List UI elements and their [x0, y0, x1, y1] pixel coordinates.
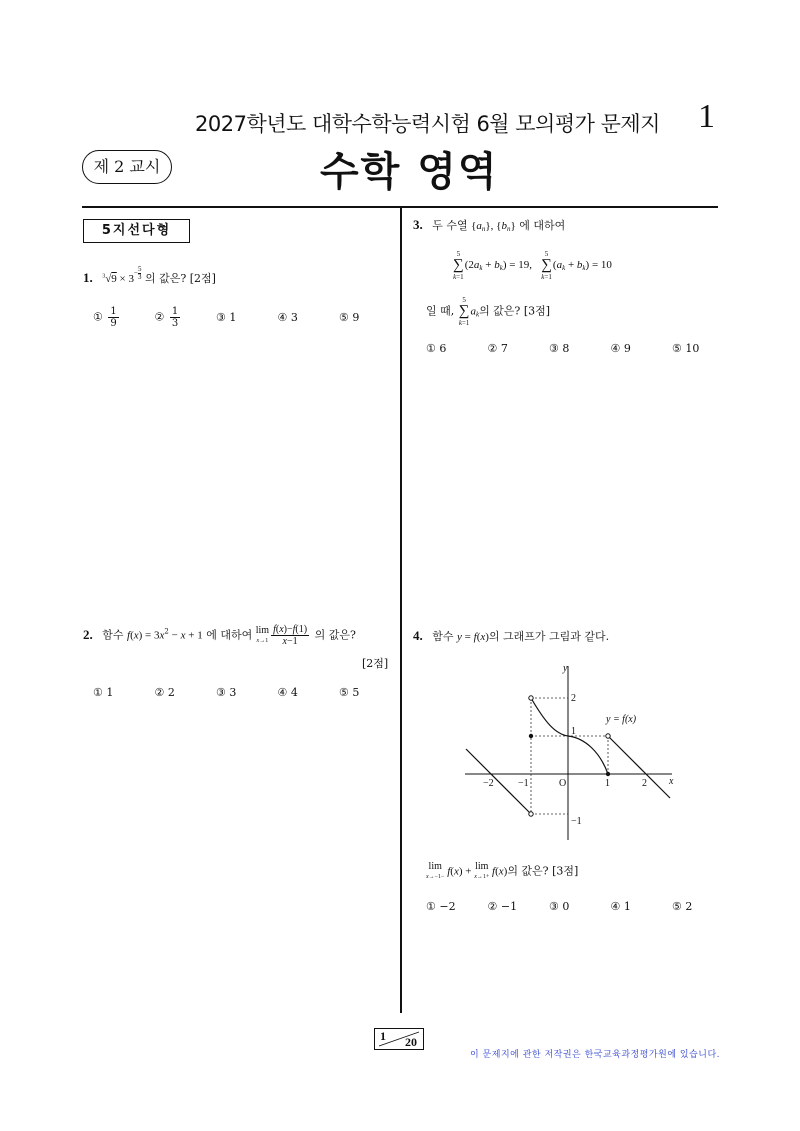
page-total: 20: [405, 1035, 417, 1049]
subject-title: 수학 영역: [320, 149, 499, 195]
choice-2[interactable]: ② −1: [487, 900, 518, 913]
column-divider: [400, 208, 402, 1013]
page-indicator: [374, 1028, 424, 1050]
q3-choices: [426, 342, 730, 355]
filled-point: [606, 772, 610, 776]
choice-5[interactable]: ⑤ 10: [672, 342, 700, 355]
choice-1[interactable]: ① 6: [426, 342, 447, 355]
tick-y: −1: [571, 816, 582, 827]
copyright-notice: 이 문제지에 관한 저작권은 한국교육과정평가원에 있습니다.: [470, 1050, 721, 1060]
page-current: 1: [380, 1029, 386, 1043]
question-2: 2. 함수 $f(x) = 3x^2 - x + 1$ 에 대하여 lim x→1 $\frac{f(x)-f(1)}{x-1}$ 의 값은?: [83, 624, 356, 647]
choice-2[interactable]: ② 7: [487, 342, 508, 355]
section-label: 5지선다형: [83, 219, 190, 243]
choice-2[interactable]: ② $\frac{1}{3}$: [154, 306, 179, 329]
choice-1[interactable]: ① −2: [426, 900, 456, 913]
question-4: 4. 함수 y = f(x)의 그래프가 그림과 같다.: [413, 628, 610, 643]
q1-expression: $^3√9 \times 3^{- \frac{5}{3}}$: [102, 265, 142, 285]
q4-choices: [426, 900, 730, 913]
choice-4[interactable]: ④ 1: [610, 900, 631, 913]
q3-prompt: 일 때, 5 ∑ $k=1a_k$의 값은? [3점]: [426, 296, 551, 327]
curve-label: y = f(x): [606, 714, 637, 725]
q2-points: [2점]: [362, 657, 389, 670]
q1-prompt: 의 값은? [2점]: [144, 272, 216, 285]
tick-x: 1: [605, 778, 610, 789]
q4-prompt: lim x→−1− f(x) + lim x→1+ f(x)의 값은? [3점]: [426, 861, 579, 880]
open-point: [529, 812, 533, 816]
question-3: 3. 두 수열 $\{a_n\}$, $\{b_n\}$ 에 대하여: [413, 217, 566, 233]
tick-x: −1: [518, 778, 529, 789]
q1-choices: [93, 306, 397, 329]
filled-point: [529, 734, 533, 738]
period-badge: 제 2 교시: [82, 150, 172, 184]
choice-4[interactable]: ④ 9: [610, 342, 631, 355]
choice-4[interactable]: ④ 4: [277, 686, 298, 699]
choice-3[interactable]: ③ 8: [549, 342, 570, 355]
q2-choices: [93, 686, 397, 699]
choice-5[interactable]: ⑤ 9: [339, 310, 360, 324]
tick-x: −2: [483, 778, 494, 789]
question-number: 2.: [83, 626, 93, 642]
tick-x: 2: [642, 778, 647, 789]
choice-4[interactable]: ④ 3: [277, 310, 298, 324]
choice-5[interactable]: ⑤ 5: [339, 686, 360, 699]
q2-function: f: [127, 629, 131, 642]
question-number: 1.: [83, 270, 93, 285]
choice-1[interactable]: ① 1: [93, 686, 114, 699]
tick-y: 2: [571, 693, 576, 704]
x-axis-label: x: [669, 776, 674, 787]
choice-1[interactable]: ① $\frac{1}{9}$: [93, 306, 117, 329]
choice-3[interactable]: ③ 1: [216, 310, 237, 324]
choice-3[interactable]: ③ 0: [549, 900, 570, 913]
open-point: [606, 734, 610, 738]
origin-label: O: [559, 778, 567, 789]
choice-5[interactable]: ⑤ 2: [672, 900, 693, 913]
exam-title: 2027학년도 대학수학능력시험 6월 모의평가 문제지: [195, 112, 660, 136]
q2-limit: lim x→1: [255, 624, 270, 644]
choice-3[interactable]: ③ 3: [216, 686, 237, 699]
choice-2[interactable]: ② 2: [154, 686, 175, 699]
q4-graph: [460, 662, 680, 844]
open-point: [529, 696, 533, 700]
q3-equations: 5 ∑ $k=1(2a_k + b_k) = 19$, 5 ∑ $k=1(a_k + b_k) = 10$: [453, 250, 612, 281]
page-number-large: 1: [698, 98, 715, 135]
question-1: [83, 266, 216, 286]
question-number: 3.: [413, 217, 423, 232]
tick-y: 1: [571, 726, 576, 737]
y-axis-label: y: [563, 663, 568, 674]
question-number: 4.: [413, 628, 423, 643]
